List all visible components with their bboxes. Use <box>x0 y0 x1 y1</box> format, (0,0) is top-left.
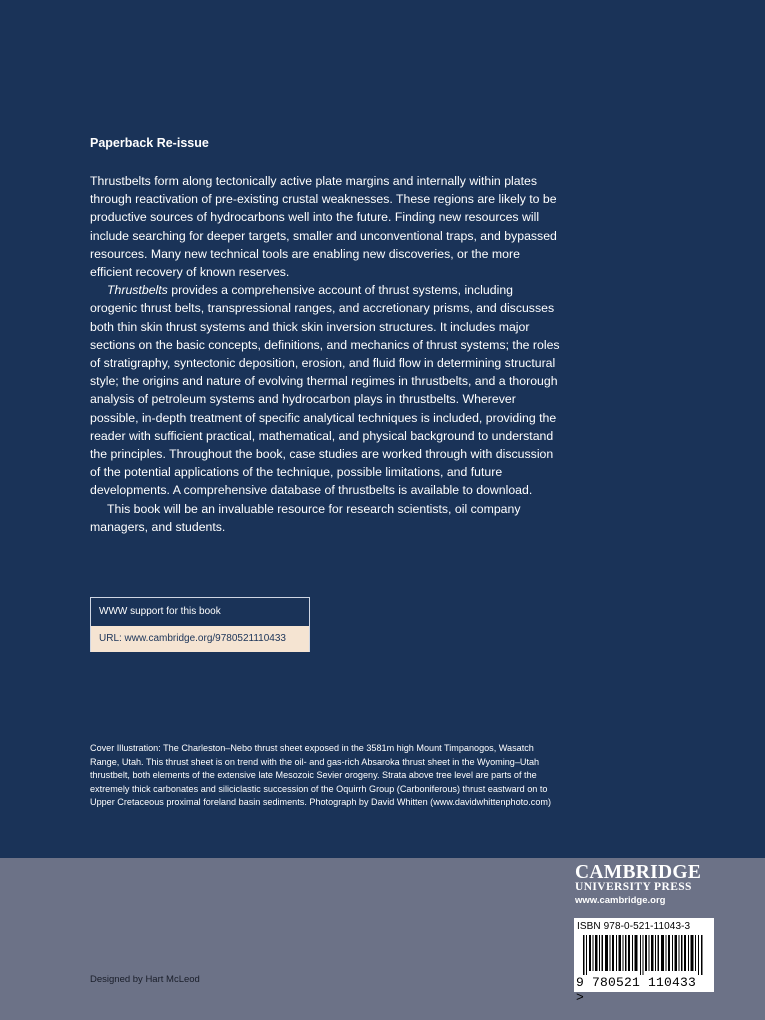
barcode-icon <box>583 935 705 975</box>
edition-heading: Paperback Re-issue <box>90 136 209 150</box>
barcode-panel <box>574 918 714 1005</box>
www-support-box <box>90 597 310 652</box>
publisher-name-line2: UNIVERSITY PRESS <box>575 881 692 893</box>
barcode-digits: 9 780521 110433 > <box>576 975 697 1005</box>
publisher-url[interactable]: www.cambridge.org <box>575 895 666 906</box>
blurb-paragraph-3: This book will be an invaluable resource for research scientists, oil company managers, and students. <box>90 501 521 534</box>
designer-credit: Designed by Hart McLeod <box>90 974 200 985</box>
blurb-text <box>90 172 560 536</box>
cover-illustration-caption: Cover Illustration: The Charleston–Nebo thrust sheet exposed in the 3581m high Mount Timpanogos, Wasatch Range, Utah. This thrust sheet is on trend with the oil- and gas-rich Absaroka thrust sheet in the Wyoming–Utah thrustbelt, both elements of the extensive late Mesozoic Sevier orogeny. Strata above tree level are parts of the extremely thick carbonates and siliciclastic succession of the Oquirrh Group (Carboniferous) thrust eastward on to Upper Cretaceous proximal foreland basin sediments. Photograph by David Whitten (www.davidwhittenphoto.com) <box>90 743 551 807</box>
www-support-label: WWW support for this book <box>99 606 221 617</box>
blurb-paragraph-2 <box>90 281 560 499</box>
publisher-logo <box>575 862 720 906</box>
isbn-number: ISBN 978-0-521-11043-3 <box>577 921 691 932</box>
blurb-paragraph-1: Thrustbelts form along tectonically active plate margins and internally within plates through reactivation of pre-existing crustal weaknesses. These regions are likely to be productive sources of hydrocarbons well into the future. Finding new resources will include searching for deeper targets, smaller and unconventional traps, and bypassed resources. Many new technical tools are enabling new discoveries, or the more efficient recovery of known reserves. <box>90 174 557 280</box>
www-support-url[interactable]: URL: www.cambridge.org/9780521110433 <box>91 626 309 652</box>
publisher-name-line1: CAMBRIDGE <box>575 862 702 883</box>
book-title-italic: Thrustbelts <box>107 283 168 298</box>
blurb-paragraph-2-text: provides a comprehensive account of thrust systems, including orogenic thrust belts, transpressional ranges, and accretionary prisms, and discusses both thin skin thrust systems and thick skin inversion structures. It includes major sections on the basic concepts, definitions, and mechanics of thrust systems; the roles of stratigraphy, syntectonic deposition, erosion, and fluid flow in determining structural style; the origins and nature of evolving thermal regimes in thrustbelts, and a thorough analysis of petroleum systems and hydrocarbon plays in thrustbelts. Wherever possible, in-depth treatment of specific analytical techniques is included, providing the reader with sufficient practical, mathematical, and physical background to understand the principles. Throughout the book, case studies are worked through with discussion of the potential applications of the technique, possible limitations, and future developments. A comprehensive database of thrustbelts is available to download. <box>90 283 560 498</box>
